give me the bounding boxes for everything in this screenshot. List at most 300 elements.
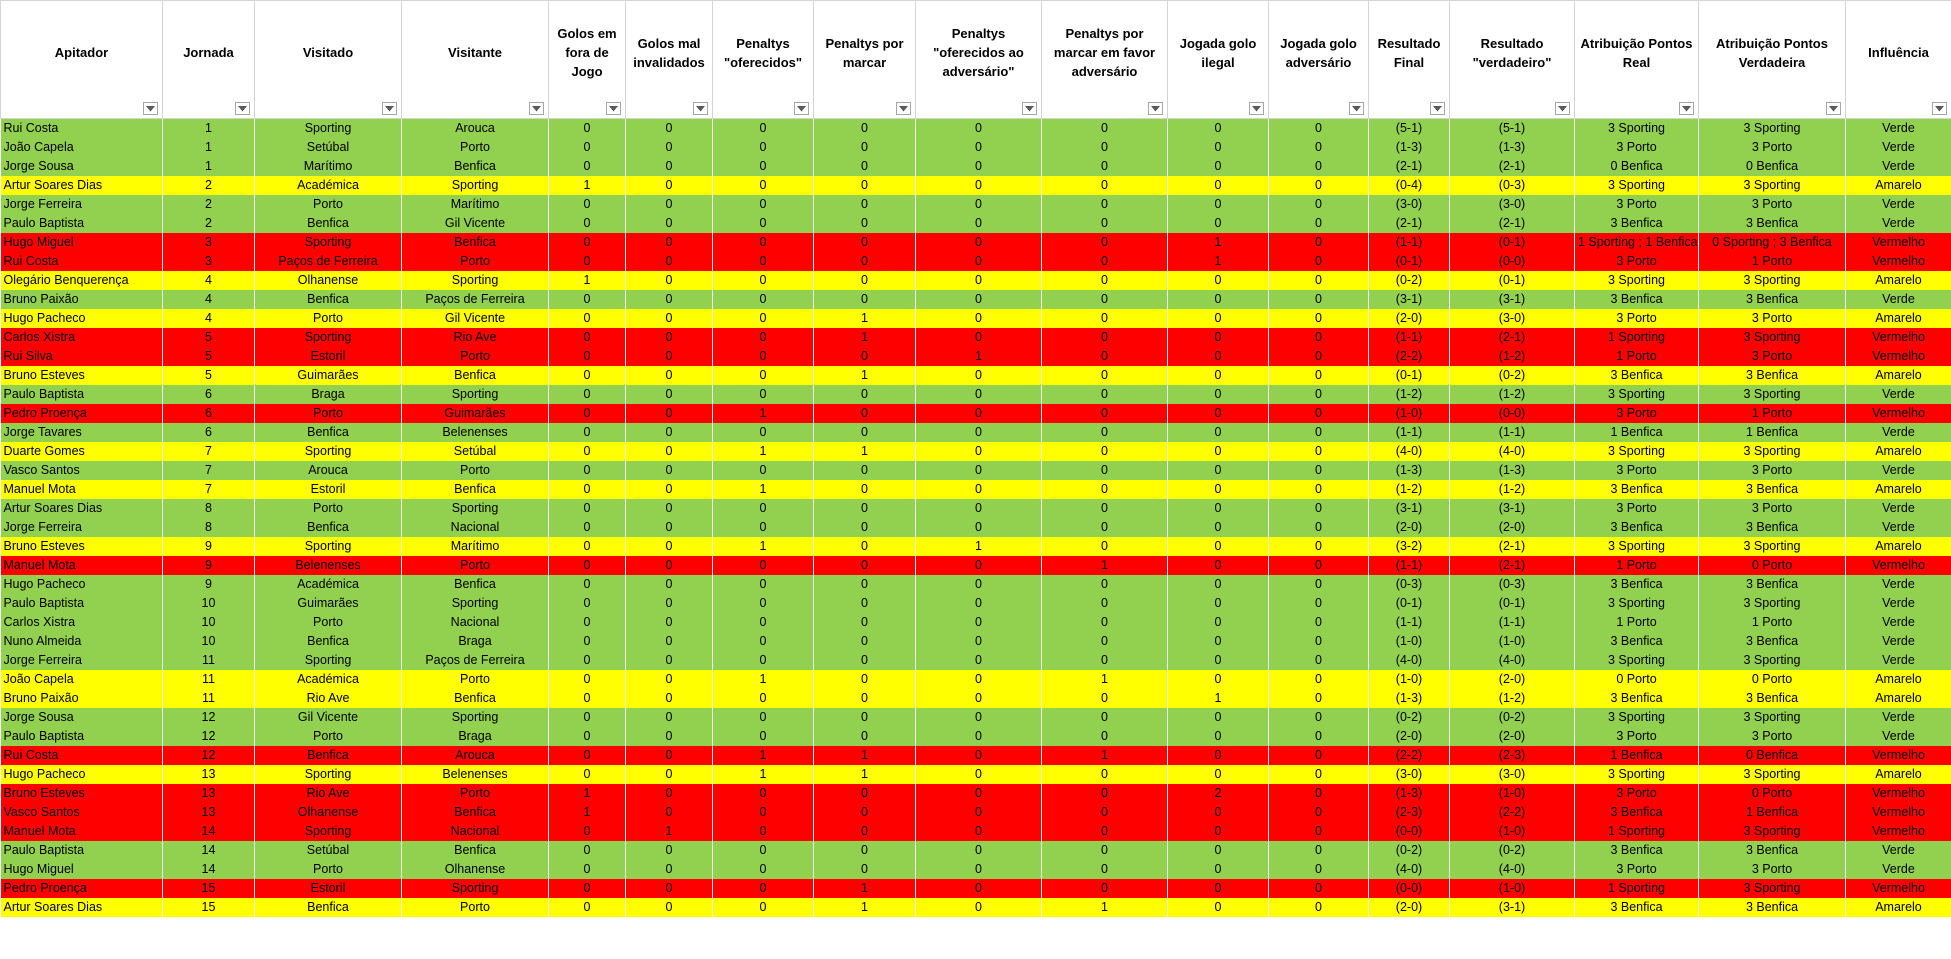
table-cell[interactable]: 0 xyxy=(814,195,916,214)
table-cell[interactable]: 0 xyxy=(916,385,1042,404)
table-cell[interactable]: Carlos Xistra xyxy=(1,613,163,632)
table-cell[interactable]: 0 xyxy=(1042,765,1168,784)
table-cell[interactable]: Benfica xyxy=(255,746,402,765)
table-cell[interactable]: (2-0) xyxy=(1450,518,1575,537)
table-cell[interactable]: 0 xyxy=(1269,651,1369,670)
table-cell[interactable]: 0 xyxy=(814,860,916,879)
table-cell[interactable]: 0 xyxy=(626,271,713,290)
table-cell[interactable]: Verde xyxy=(1846,157,1951,176)
table-cell[interactable]: 0 xyxy=(626,461,713,480)
table-cell[interactable]: (1-0) xyxy=(1450,784,1575,803)
table-cell[interactable]: Nacional xyxy=(402,518,549,537)
table-cell[interactable]: Hugo Miguel xyxy=(1,860,163,879)
table-cell[interactable]: Amarelo xyxy=(1846,898,1951,917)
table-cell[interactable]: 0 xyxy=(713,860,814,879)
table-cell[interactable]: Duarte Gomes xyxy=(1,442,163,461)
table-cell[interactable]: 0 xyxy=(1168,271,1269,290)
table-cell[interactable]: 0 xyxy=(626,328,713,347)
table-cell[interactable]: 0 xyxy=(1269,138,1369,157)
table-cell[interactable]: 3 Benfica xyxy=(1699,290,1846,309)
filter-dropdown-icon[interactable] xyxy=(1555,102,1570,115)
table-cell[interactable]: 0 xyxy=(1269,841,1369,860)
table-cell[interactable]: 3 Sporting xyxy=(1575,442,1699,461)
table-cell[interactable]: 0 xyxy=(1042,594,1168,613)
table-cell[interactable]: Bruno Esteves xyxy=(1,366,163,385)
table-cell[interactable]: 1 Porto xyxy=(1699,252,1846,271)
table-cell[interactable]: (2-2) xyxy=(1369,746,1450,765)
table-cell[interactable]: 0 xyxy=(1269,176,1369,195)
table-cell[interactable]: 0 xyxy=(1269,233,1369,252)
table-cell[interactable]: Sporting xyxy=(255,765,402,784)
table-cell[interactable]: 0 xyxy=(549,442,626,461)
table-cell[interactable]: 0 xyxy=(916,442,1042,461)
table-cell[interactable]: 0 xyxy=(814,613,916,632)
table-cell[interactable]: 3 Sporting xyxy=(1699,119,1846,139)
table-cell[interactable]: 3 Benfica xyxy=(1699,575,1846,594)
table-cell[interactable]: 0 xyxy=(713,784,814,803)
table-cell[interactable]: 0 xyxy=(626,518,713,537)
table-cell[interactable]: 0 xyxy=(1168,423,1269,442)
table-cell[interactable]: 0 xyxy=(549,898,626,917)
table-cell[interactable]: 0 xyxy=(549,575,626,594)
table-cell[interactable]: 3 Sporting xyxy=(1699,176,1846,195)
table-cell[interactable]: 0 xyxy=(1042,252,1168,271)
table-cell[interactable]: Gil Vicente xyxy=(255,708,402,727)
table-cell[interactable]: 0 xyxy=(814,157,916,176)
table-cell[interactable]: Gil Vicente xyxy=(402,309,549,328)
table-cell[interactable]: 3 Sporting xyxy=(1699,822,1846,841)
table-cell[interactable]: 0 xyxy=(1269,404,1369,423)
table-cell[interactable]: 9 xyxy=(163,556,255,575)
table-cell[interactable]: 0 xyxy=(1042,518,1168,537)
table-cell[interactable]: (1-2) xyxy=(1450,689,1575,708)
table-cell[interactable]: Porto xyxy=(402,670,549,689)
table-cell[interactable]: 0 xyxy=(814,404,916,423)
table-cell[interactable]: 0 xyxy=(626,537,713,556)
table-cell[interactable]: 0 xyxy=(814,461,916,480)
table-cell[interactable]: 3 Sporting xyxy=(1575,651,1699,670)
filter-dropdown-icon[interactable] xyxy=(382,102,397,115)
table-cell[interactable]: 0 Porto xyxy=(1699,784,1846,803)
table-cell[interactable]: 0 xyxy=(916,480,1042,499)
table-cell[interactable]: Estoril xyxy=(255,347,402,366)
table-cell[interactable]: Porto xyxy=(402,556,549,575)
table-cell[interactable]: (5-1) xyxy=(1450,119,1575,139)
table-cell[interactable]: (1-1) xyxy=(1450,613,1575,632)
table-cell[interactable]: Rio Ave xyxy=(402,328,549,347)
table-cell[interactable]: 0 xyxy=(549,670,626,689)
table-cell[interactable]: Braga xyxy=(402,727,549,746)
table-cell[interactable]: Benfica xyxy=(402,480,549,499)
table-cell[interactable]: Nuno Almeida xyxy=(1,632,163,651)
table-cell[interactable]: 0 xyxy=(713,252,814,271)
table-cell[interactable]: 0 Porto xyxy=(1699,670,1846,689)
table-cell[interactable]: Sporting xyxy=(255,328,402,347)
table-cell[interactable]: 4 xyxy=(163,309,255,328)
table-cell[interactable]: 0 xyxy=(713,841,814,860)
table-cell[interactable]: 0 xyxy=(814,575,916,594)
table-cell[interactable]: Arouca xyxy=(402,746,549,765)
table-cell[interactable]: 0 Sporting ; 3 Benfica xyxy=(1699,233,1846,252)
table-cell[interactable]: Verde xyxy=(1846,499,1951,518)
table-cell[interactable]: 0 xyxy=(1168,765,1269,784)
table-cell[interactable]: 1 Porto xyxy=(1575,347,1699,366)
table-cell[interactable]: Paulo Baptista xyxy=(1,385,163,404)
table-cell[interactable]: (2-0) xyxy=(1369,518,1450,537)
table-cell[interactable]: Belenenses xyxy=(402,765,549,784)
table-cell[interactable]: 0 xyxy=(549,765,626,784)
table-cell[interactable]: (0-2) xyxy=(1369,841,1450,860)
table-cell[interactable]: 0 xyxy=(1042,385,1168,404)
table-cell[interactable]: 0 xyxy=(626,366,713,385)
table-cell[interactable]: Benfica xyxy=(255,632,402,651)
filter-dropdown-icon[interactable] xyxy=(896,102,911,115)
table-cell[interactable]: 0 xyxy=(1168,822,1269,841)
filter-dropdown-icon[interactable] xyxy=(1249,102,1264,115)
table-cell[interactable]: 0 xyxy=(626,290,713,309)
table-cell[interactable]: 0 xyxy=(713,651,814,670)
table-cell[interactable]: 0 xyxy=(916,860,1042,879)
filter-dropdown-icon[interactable] xyxy=(693,102,708,115)
table-cell[interactable]: 3 Sporting xyxy=(1575,765,1699,784)
table-cell[interactable]: 0 xyxy=(1269,803,1369,822)
table-cell[interactable]: 0 xyxy=(1269,613,1369,632)
table-cell[interactable]: 3 Benfica xyxy=(1575,366,1699,385)
table-cell[interactable]: 1 xyxy=(713,746,814,765)
table-cell[interactable]: 0 xyxy=(1269,423,1369,442)
filter-dropdown-icon[interactable] xyxy=(1826,102,1841,115)
table-cell[interactable]: 0 xyxy=(626,670,713,689)
table-cell[interactable]: 0 xyxy=(1269,765,1369,784)
table-cell[interactable]: Benfica xyxy=(402,366,549,385)
table-cell[interactable]: 0 Benfica xyxy=(1699,746,1846,765)
table-cell[interactable]: 0 xyxy=(626,157,713,176)
table-cell[interactable]: 0 xyxy=(713,594,814,613)
table-cell[interactable]: 0 xyxy=(549,727,626,746)
table-cell[interactable]: (4-0) xyxy=(1369,860,1450,879)
table-cell[interactable]: 0 xyxy=(814,271,916,290)
table-cell[interactable]: 3 Porto xyxy=(1699,309,1846,328)
table-cell[interactable]: 0 xyxy=(1269,195,1369,214)
table-cell[interactable]: (2-1) xyxy=(1369,214,1450,233)
table-cell[interactable]: Porto xyxy=(255,499,402,518)
table-cell[interactable]: 4 xyxy=(163,290,255,309)
table-cell[interactable]: Olegário Benquerença xyxy=(1,271,163,290)
filter-dropdown-icon[interactable] xyxy=(143,102,158,115)
table-cell[interactable]: 12 xyxy=(163,727,255,746)
table-cell[interactable]: Verde xyxy=(1846,461,1951,480)
table-cell[interactable]: Benfica xyxy=(402,157,549,176)
filter-dropdown-icon[interactable] xyxy=(794,102,809,115)
table-cell[interactable]: 0 xyxy=(1269,784,1369,803)
table-cell[interactable]: 1 xyxy=(163,157,255,176)
table-cell[interactable]: (0-1) xyxy=(1450,233,1575,252)
table-cell[interactable]: (0-2) xyxy=(1450,841,1575,860)
table-cell[interactable]: Porto xyxy=(402,784,549,803)
table-cell[interactable]: 5 xyxy=(163,347,255,366)
table-cell[interactable]: 3 Sporting xyxy=(1699,708,1846,727)
table-cell[interactable]: 0 xyxy=(1168,651,1269,670)
table-cell[interactable]: (3-2) xyxy=(1369,537,1450,556)
table-cell[interactable]: 7 xyxy=(163,442,255,461)
table-cell[interactable]: 1 xyxy=(549,271,626,290)
table-cell[interactable]: 3 Sporting xyxy=(1699,594,1846,613)
table-cell[interactable]: 0 xyxy=(549,822,626,841)
table-cell[interactable]: 0 xyxy=(814,708,916,727)
table-cell[interactable]: 0 xyxy=(916,575,1042,594)
table-cell[interactable]: (2-2) xyxy=(1450,803,1575,822)
table-cell[interactable]: 0 xyxy=(626,499,713,518)
table-cell[interactable]: Arouca xyxy=(402,119,549,139)
table-cell[interactable]: 0 xyxy=(1042,119,1168,139)
table-cell[interactable]: 0 xyxy=(549,651,626,670)
table-cell[interactable]: 0 xyxy=(1042,727,1168,746)
table-cell[interactable]: 0 xyxy=(814,803,916,822)
table-cell[interactable]: 0 xyxy=(1042,632,1168,651)
table-cell[interactable]: Amarelo xyxy=(1846,366,1951,385)
table-cell[interactable]: (1-0) xyxy=(1450,879,1575,898)
table-cell[interactable]: 0 xyxy=(916,784,1042,803)
table-cell[interactable]: (0-1) xyxy=(1450,271,1575,290)
table-cell[interactable]: 7 xyxy=(163,461,255,480)
table-cell[interactable]: (1-3) xyxy=(1369,689,1450,708)
table-cell[interactable]: Setúbal xyxy=(402,442,549,461)
table-cell[interactable]: 0 xyxy=(1168,442,1269,461)
table-cell[interactable]: 3 Benfica xyxy=(1575,518,1699,537)
table-cell[interactable]: Manuel Mota xyxy=(1,822,163,841)
table-cell[interactable]: 0 xyxy=(549,537,626,556)
table-cell[interactable]: 3 Porto xyxy=(1575,784,1699,803)
table-cell[interactable]: 1 Sporting ; 1 Benfica xyxy=(1575,233,1699,252)
table-cell[interactable]: 0 xyxy=(1042,347,1168,366)
table-cell[interactable]: (0-3) xyxy=(1450,176,1575,195)
table-cell[interactable]: 3 Porto xyxy=(1699,860,1846,879)
table-cell[interactable]: 1 xyxy=(1042,746,1168,765)
table-cell[interactable]: (0-1) xyxy=(1450,594,1575,613)
table-cell[interactable]: 0 xyxy=(1042,480,1168,499)
table-cell[interactable]: 0 xyxy=(1042,537,1168,556)
table-cell[interactable]: 0 xyxy=(1168,632,1269,651)
table-cell[interactable]: Marítimo xyxy=(402,537,549,556)
table-cell[interactable]: 0 xyxy=(549,119,626,139)
table-cell[interactable]: 3 Benfica xyxy=(1575,290,1699,309)
table-cell[interactable]: 1 xyxy=(814,765,916,784)
table-cell[interactable]: (0-2) xyxy=(1450,366,1575,385)
table-cell[interactable]: 0 xyxy=(713,214,814,233)
table-cell[interactable]: 2 xyxy=(163,195,255,214)
table-cell[interactable]: (4-0) xyxy=(1450,442,1575,461)
table-cell[interactable]: 0 xyxy=(814,784,916,803)
table-cell[interactable]: 0 xyxy=(1168,594,1269,613)
table-cell[interactable]: 0 xyxy=(1168,499,1269,518)
table-cell[interactable]: Vermelho xyxy=(1846,784,1951,803)
table-cell[interactable]: 0 xyxy=(626,898,713,917)
table-cell[interactable]: 0 xyxy=(1042,499,1168,518)
table-cell[interactable]: Porto xyxy=(402,138,549,157)
table-cell[interactable]: 0 xyxy=(1269,575,1369,594)
table-cell[interactable]: Benfica xyxy=(402,841,549,860)
filter-dropdown-icon[interactable] xyxy=(1349,102,1364,115)
table-cell[interactable]: 0 xyxy=(1168,613,1269,632)
table-cell[interactable]: Pedro Proença xyxy=(1,404,163,423)
table-cell[interactable]: 1 Porto xyxy=(1575,556,1699,575)
table-cell[interactable]: Verde xyxy=(1846,119,1951,139)
table-cell[interactable]: 10 xyxy=(163,613,255,632)
table-cell[interactable]: (1-2) xyxy=(1369,385,1450,404)
table-cell[interactable]: 0 xyxy=(1168,879,1269,898)
table-cell[interactable]: 0 xyxy=(916,499,1042,518)
table-cell[interactable]: (5-1) xyxy=(1369,119,1450,139)
table-cell[interactable]: 3 Benfica xyxy=(1575,803,1699,822)
table-cell[interactable]: 1 xyxy=(1042,556,1168,575)
table-cell[interactable]: 0 xyxy=(814,480,916,499)
table-cell[interactable]: 10 xyxy=(163,594,255,613)
table-cell[interactable]: Paulo Baptista xyxy=(1,727,163,746)
table-cell[interactable]: Rui Silva xyxy=(1,347,163,366)
table-cell[interactable]: 1 Porto xyxy=(1699,404,1846,423)
table-cell[interactable]: Amarelo xyxy=(1846,480,1951,499)
table-cell[interactable]: 3 Sporting xyxy=(1699,328,1846,347)
table-cell[interactable]: Porto xyxy=(402,898,549,917)
table-cell[interactable]: 0 xyxy=(1042,290,1168,309)
table-cell[interactable]: 2 xyxy=(163,176,255,195)
table-cell[interactable]: Bruno Esteves xyxy=(1,537,163,556)
table-cell[interactable]: 1 Benfica xyxy=(1575,746,1699,765)
table-cell[interactable]: (1-1) xyxy=(1450,423,1575,442)
table-cell[interactable]: (1-0) xyxy=(1369,404,1450,423)
table-cell[interactable]: 0 xyxy=(1042,214,1168,233)
table-cell[interactable]: Marítimo xyxy=(255,157,402,176)
table-cell[interactable]: Belenenses xyxy=(255,556,402,575)
table-cell[interactable]: 0 xyxy=(916,689,1042,708)
table-cell[interactable]: Benfica xyxy=(402,233,549,252)
table-cell[interactable]: 0 xyxy=(814,632,916,651)
table-cell[interactable]: Paulo Baptista xyxy=(1,214,163,233)
table-cell[interactable]: Bruno Paixão xyxy=(1,290,163,309)
table-cell[interactable]: 0 xyxy=(1269,860,1369,879)
table-cell[interactable]: 0 xyxy=(1168,556,1269,575)
table-cell[interactable]: 0 xyxy=(626,195,713,214)
table-cell[interactable]: 0 xyxy=(1168,195,1269,214)
table-cell[interactable]: 1 xyxy=(549,176,626,195)
table-cell[interactable]: 0 xyxy=(549,594,626,613)
table-cell[interactable]: 3 Benfica xyxy=(1699,841,1846,860)
table-cell[interactable]: Vermelho xyxy=(1846,328,1951,347)
table-cell[interactable]: Jorge Ferreira xyxy=(1,518,163,537)
table-cell[interactable]: 3 Sporting xyxy=(1575,119,1699,139)
table-cell[interactable]: 0 xyxy=(814,518,916,537)
table-cell[interactable]: Sporting xyxy=(402,499,549,518)
table-cell[interactable]: 0 xyxy=(1269,252,1369,271)
table-cell[interactable]: 0 xyxy=(713,328,814,347)
table-cell[interactable]: 3 Sporting xyxy=(1699,537,1846,556)
table-cell[interactable]: Sporting xyxy=(255,822,402,841)
table-cell[interactable]: 0 xyxy=(1042,157,1168,176)
table-cell[interactable]: 0 xyxy=(916,746,1042,765)
table-cell[interactable]: Porto xyxy=(402,347,549,366)
table-cell[interactable]: 1 xyxy=(713,765,814,784)
table-cell[interactable]: 3 Benfica xyxy=(1575,575,1699,594)
table-cell[interactable]: 0 xyxy=(549,404,626,423)
table-cell[interactable]: 0 xyxy=(916,214,1042,233)
table-cell[interactable]: (1-1) xyxy=(1369,423,1450,442)
table-cell[interactable]: 0 xyxy=(549,556,626,575)
table-cell[interactable]: 3 Sporting xyxy=(1575,594,1699,613)
table-cell[interactable]: 0 xyxy=(1042,309,1168,328)
table-cell[interactable]: 0 xyxy=(1269,290,1369,309)
table-cell[interactable]: Verde xyxy=(1846,290,1951,309)
table-cell[interactable]: 3 Benfica xyxy=(1699,366,1846,385)
table-cell[interactable]: 0 xyxy=(1269,461,1369,480)
table-cell[interactable]: 0 xyxy=(1042,366,1168,385)
table-cell[interactable]: 0 xyxy=(916,651,1042,670)
table-cell[interactable]: (2-1) xyxy=(1450,537,1575,556)
table-cell[interactable]: Académica xyxy=(255,575,402,594)
table-cell[interactable]: 0 xyxy=(916,556,1042,575)
table-cell[interactable]: (2-1) xyxy=(1450,556,1575,575)
table-cell[interactable]: 0 xyxy=(1042,461,1168,480)
table-cell[interactable]: Rio Ave xyxy=(255,784,402,803)
table-cell[interactable]: 0 xyxy=(1168,404,1269,423)
table-cell[interactable]: 0 xyxy=(713,461,814,480)
table-cell[interactable]: 0 xyxy=(549,746,626,765)
table-cell[interactable]: 0 xyxy=(916,670,1042,689)
table-cell[interactable]: Amarelo xyxy=(1846,442,1951,461)
table-cell[interactable]: 8 xyxy=(163,499,255,518)
table-cell[interactable]: Vasco Santos xyxy=(1,803,163,822)
table-cell[interactable]: 0 xyxy=(626,594,713,613)
table-cell[interactable]: 6 xyxy=(163,404,255,423)
table-cell[interactable]: 0 xyxy=(1168,119,1269,139)
table-cell[interactable]: 1 xyxy=(814,879,916,898)
table-cell[interactable]: 0 xyxy=(713,138,814,157)
table-cell[interactable]: 0 xyxy=(814,347,916,366)
table-cell[interactable]: 0 xyxy=(549,708,626,727)
table-cell[interactable]: (4-0) xyxy=(1369,442,1450,461)
table-cell[interactable]: 0 xyxy=(1269,518,1369,537)
table-cell[interactable]: (3-1) xyxy=(1450,898,1575,917)
table-cell[interactable]: Benfica xyxy=(255,214,402,233)
table-cell[interactable]: (0-2) xyxy=(1369,708,1450,727)
table-cell[interactable]: 0 xyxy=(814,841,916,860)
table-cell[interactable]: 0 xyxy=(1042,784,1168,803)
table-cell[interactable]: 3 Sporting xyxy=(1699,271,1846,290)
table-cell[interactable]: 0 xyxy=(814,214,916,233)
table-cell[interactable]: 0 xyxy=(1042,195,1168,214)
table-cell[interactable]: 3 Sporting xyxy=(1699,442,1846,461)
table-cell[interactable]: 0 xyxy=(626,613,713,632)
table-cell[interactable]: (1-2) xyxy=(1450,385,1575,404)
table-cell[interactable]: 0 xyxy=(916,290,1042,309)
table-cell[interactable]: 0 xyxy=(626,765,713,784)
table-cell[interactable]: 8 xyxy=(163,518,255,537)
table-cell[interactable]: 0 xyxy=(916,727,1042,746)
table-cell[interactable]: 3 Benfica xyxy=(1575,898,1699,917)
table-cell[interactable]: 0 xyxy=(626,860,713,879)
table-cell[interactable]: Académica xyxy=(255,176,402,195)
table-cell[interactable]: 0 xyxy=(1042,328,1168,347)
table-cell[interactable]: 0 xyxy=(626,879,713,898)
table-cell[interactable]: Olhanense xyxy=(255,803,402,822)
table-cell[interactable]: 0 xyxy=(713,727,814,746)
table-cell[interactable]: 0 xyxy=(1042,651,1168,670)
table-cell[interactable]: 3 Benfica xyxy=(1699,689,1846,708)
table-cell[interactable]: 0 xyxy=(916,879,1042,898)
table-cell[interactable]: 0 xyxy=(549,860,626,879)
table-cell[interactable]: (2-1) xyxy=(1450,214,1575,233)
table-cell[interactable]: (0-0) xyxy=(1369,822,1450,841)
table-cell[interactable]: Artur Soares Dias xyxy=(1,176,163,195)
